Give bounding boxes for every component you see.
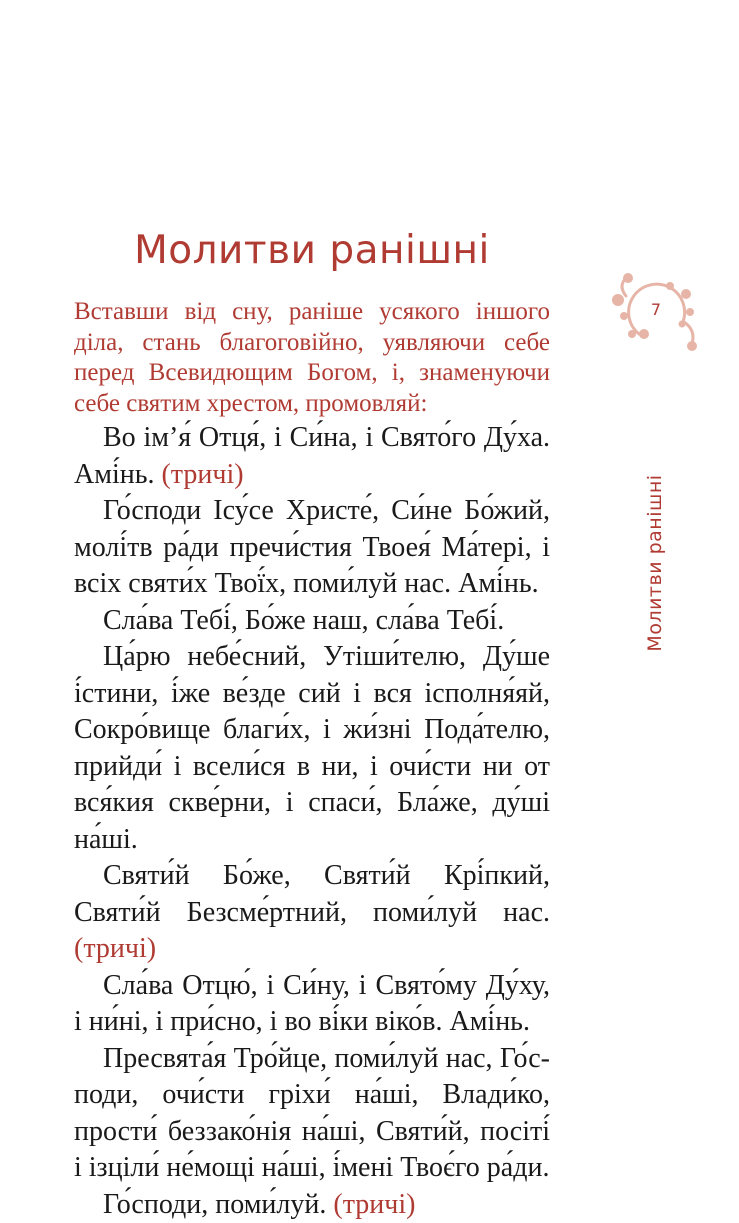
prayer-text: Го́споди Ісу́се Христе́, Си́не Бо́жий, молі́тв ра́ди пречи́стия Твоея́ Ма́тері, і всіх святи́х Твої́х, поми́луй нас. Амі́нь.: [74, 495, 550, 599]
prayer-text: Святи́й Бо́же, Святи́й Крі́пкий, Святи́й Безсме́ртний, поми́луй нас.: [74, 860, 550, 928]
prayer-paragraph: [74, 420, 550, 493]
prayer-text: Сла́ва Отцю́, і Си́ну, і Свято́му Ду́ху, і ни́ні, і при́сно, і во ві́ки віко́в. Амі́нь.: [74, 970, 550, 1038]
prayer-text: Ца́рю небе́сний, Утіши́телю, Ду́ше і́стини, і́же ве́зде сий і вся ісполня́яй, Сокро́вище благи́х, і жи́зні Пода́телю, прийди́ і всели́ся в ни, і очи́сти ни от вся́кия скве́рни, і спаси́, Бла́же, ду́ші на́ші.: [74, 641, 550, 855]
prayer-list: [74, 420, 550, 1223]
prayer-paragraph: [74, 858, 550, 968]
prayer-text: Во ім’я́ Отця́, і Си́на, і Свято́го Ду́ха. Амі́нь.: [74, 422, 550, 490]
prayer-text: Сла́ва Тебі́, Бо́же наш, сла́ва Тебі́.: [103, 605, 504, 636]
prayer-paragraph: [74, 968, 550, 1041]
page-number: 7: [638, 300, 674, 319]
prayer-text: Пресвята́я Тро́йце, поми́луй нас, Го́споди, очи́сти гріхи́ на́ші, Влади́ко, прости́ беззако́нія на́ші, Святи́й, посіті́ і ізціли́ не́мощі на́ші, і́мені Твоє́го ра́ди.: [74, 1043, 550, 1184]
rubric-note: (тричі): [333, 1189, 415, 1220]
running-header-text: Молитви ранішні: [644, 474, 666, 651]
rubric-note: (тричі): [74, 933, 156, 964]
running-header-vertical: [640, 548, 670, 578]
prayer-paragraph: [74, 639, 550, 858]
prayer-paragraph: [74, 603, 550, 640]
prayer-text: Го́споди, поми́луй.: [103, 1189, 333, 1220]
prayer-paragraph: [74, 1187, 550, 1223]
prayer-paragraph: [74, 1041, 550, 1187]
rubric-note: (тричі): [161, 459, 243, 490]
prayer-paragraph: [74, 493, 550, 603]
intro-instruction: Вставши від сну, раніше усякого іншого діла, стань благоговійно, уявляючи себе перед Всевидющим Богом, і, знаменуючи себе святим хрестом, промовляй:: [74, 297, 550, 419]
page-title: Молитви ранішні: [74, 228, 550, 273]
